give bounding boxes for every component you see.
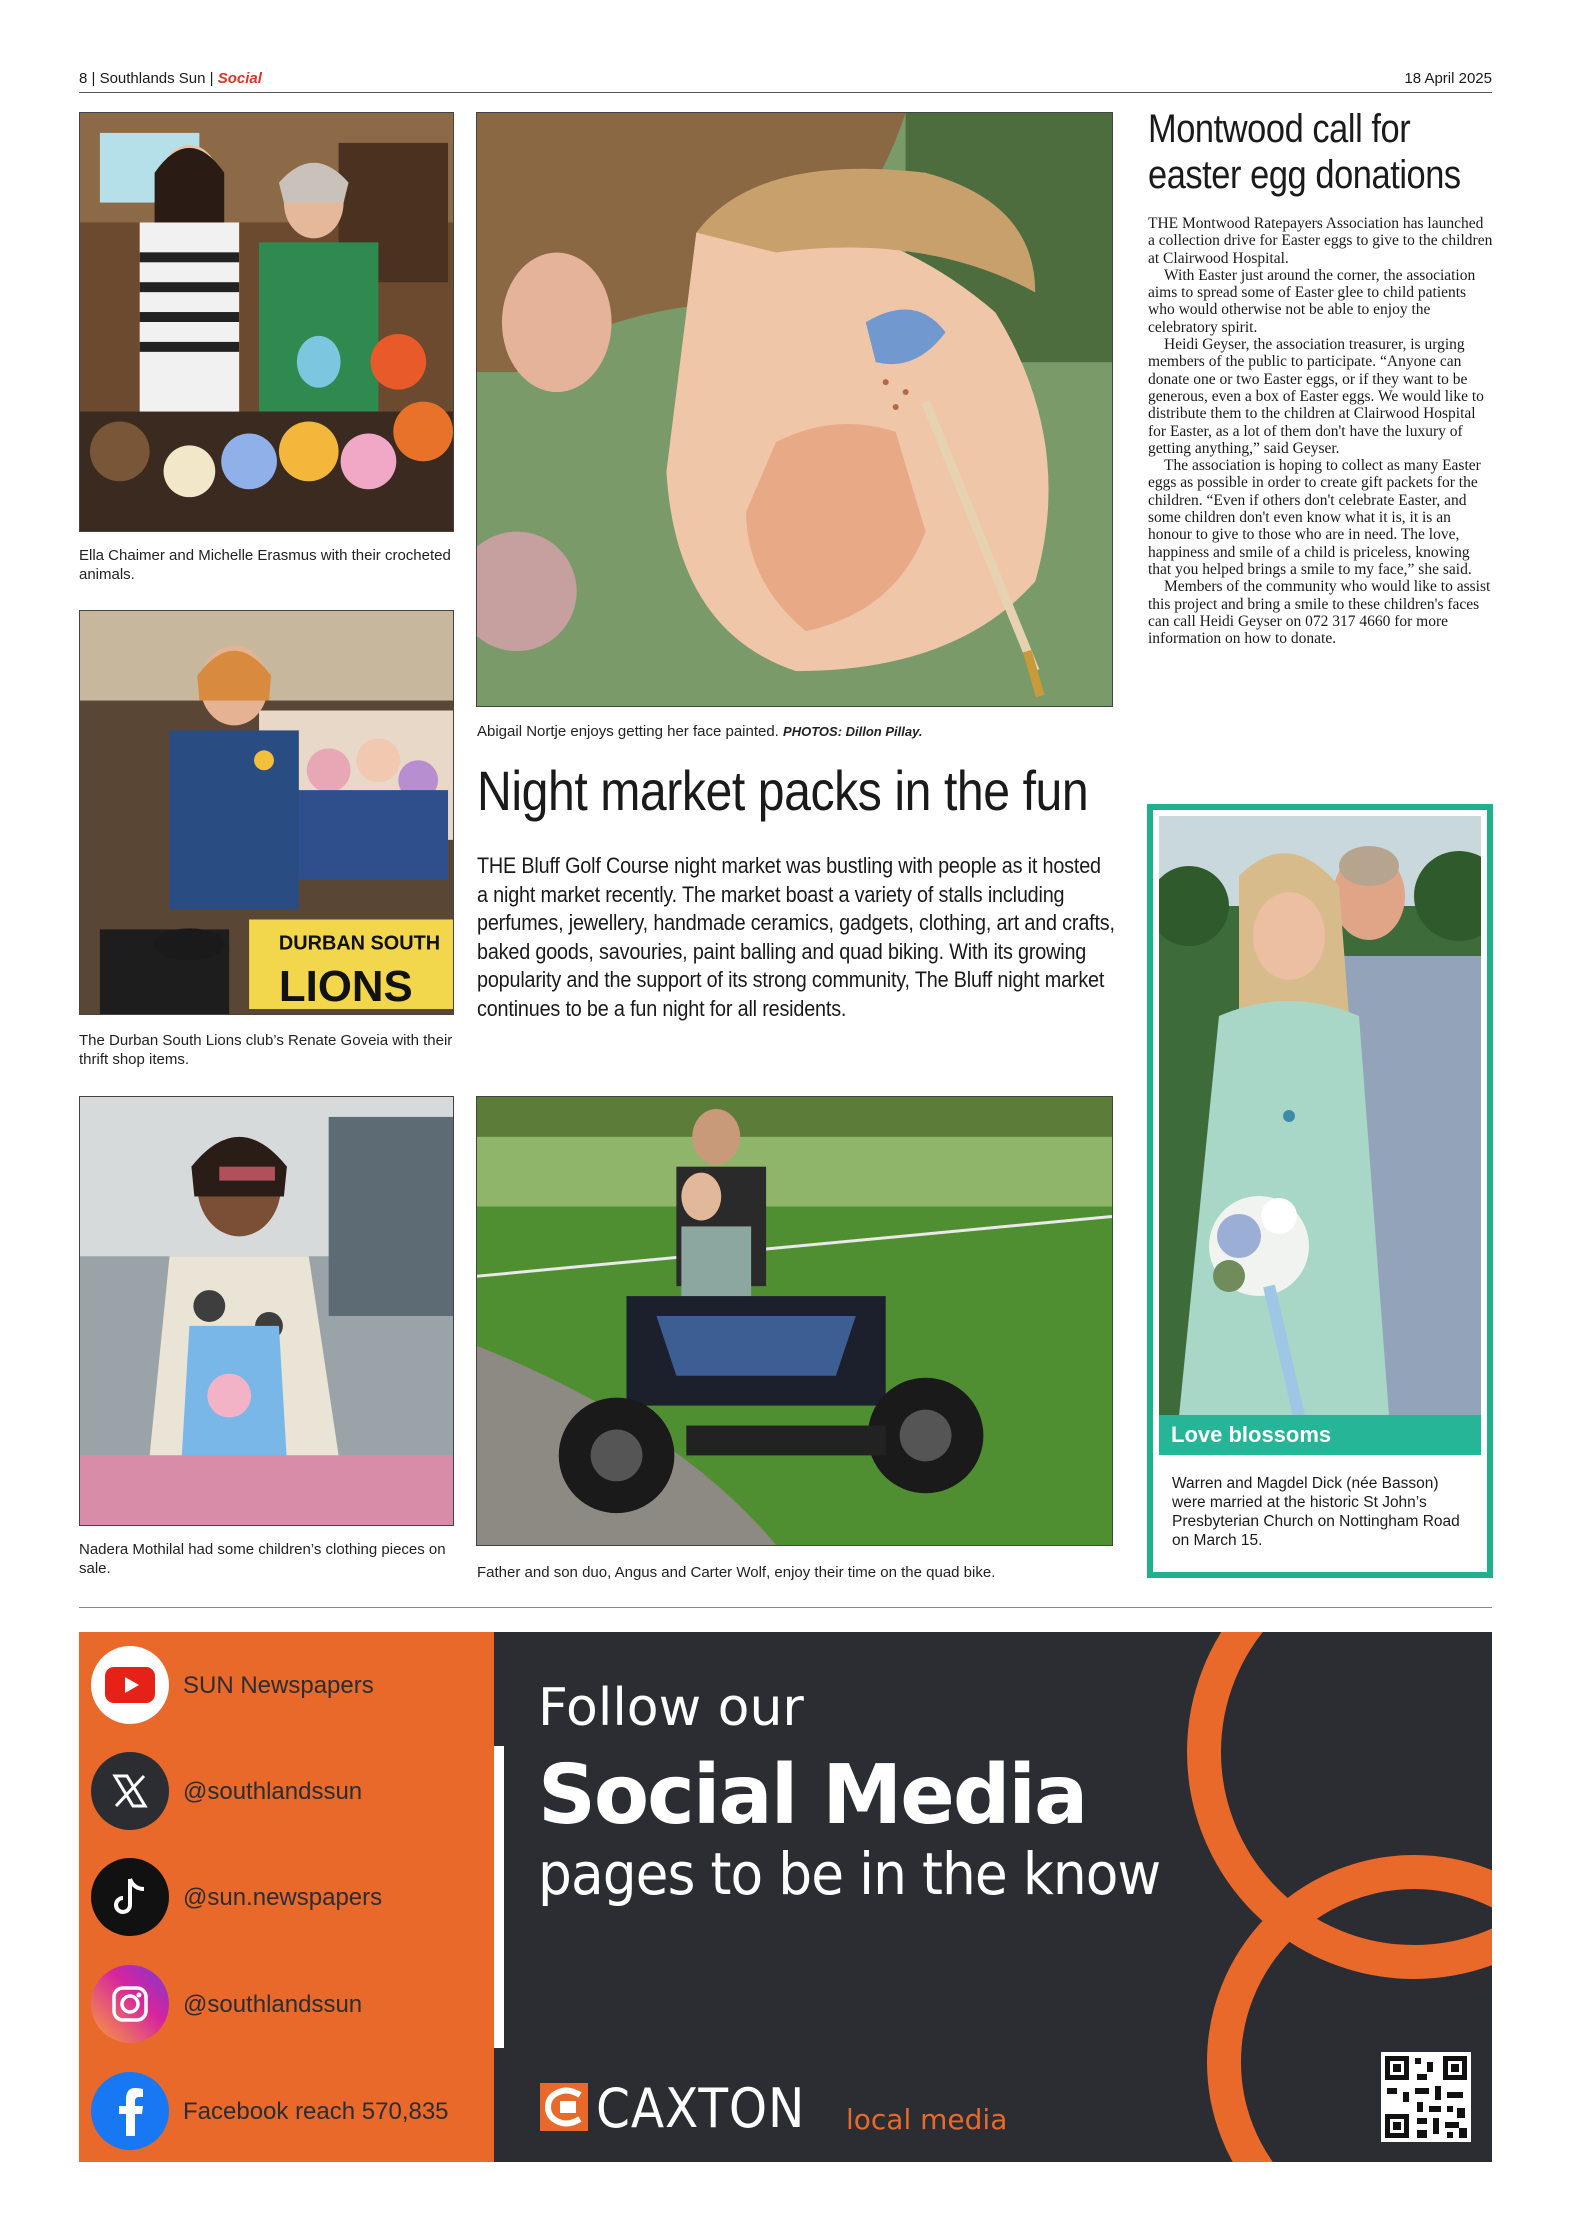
caption-facepaint [477,722,1117,741]
social-instagram[interactable] [91,1965,491,2045]
x-icon [91,1752,169,1830]
photo-facepaint [476,112,1113,707]
ad-accent-bar [494,1746,504,2048]
caption-facepaint-text: Abigail Nortje enjoys getting her face painted. [477,723,779,740]
ad-social-list [79,1632,494,2162]
caxton-subtitle: local media [846,2103,1008,2136]
social-x-label: @southlandssun [183,1778,363,1805]
lions-banner-main: LIONS [278,962,413,1012]
social-facebook[interactable] [91,2072,491,2152]
night-market-standfirst: THE Bluff Golf Course night market was bustling with people as it hosted a night market recently. The market boast a variety of stalls including perfumes, jewellery, handmade ceramics, gadgets, clothing, art and crafts, baked goods, savouries, paint balling and quad biking. With its growing popularity and the support of its strong community, The Bluff night market continues to be a fun night for all residents. [477,853,1115,1021]
facebook-icon [91,2072,169,2150]
social-youtube[interactable] [91,1646,491,1726]
social-tiktok-label: @sun.newspapers [183,1884,383,1911]
ad-divider [79,1607,1492,1608]
love-blossoms-banner: Love blossoms [1159,1415,1481,1455]
photo-quadbike [476,1096,1113,1546]
social-tiktok[interactable] [91,1858,491,1938]
photo-credit: PHOTOS: Dillon Pillay. [783,724,923,739]
montwood-paragraph: The association is hoping to collect as many Easter eggs as possible in order to create gift packets for the children. “Even if others don't celebrate Easter, and some children don't even know what it is, it is an honour to give to those who are in need. The love, happiness and smile of a child is priceless, knowing that you helped brings a smile to my face,” she said. [1148,457,1481,578]
qr-code[interactable] [1381,2052,1471,2142]
photo-crochet [79,112,454,532]
page-number: 8 [79,70,88,87]
photo-wedding [1159,816,1481,1416]
caption-clothing: Nadera Mothilal had some children’s clothing pieces on sale. [79,1541,446,1577]
section-name: Social [217,70,262,87]
montwood-paragraph: THE Montwood Ratepayers Association has launched a collection drive for Easter eggs to give to the children at Clairwood Hospital. [1148,215,1493,267]
page-header [79,70,1492,92]
header-rule [79,92,1492,93]
header-left: 8 | Southlands Sun | Social [79,70,262,87]
social-facebook-label: Facebook reach 570,835 [183,2098,449,2125]
montwood-headline: Montwood call for easter egg donations [1148,107,1461,197]
montwood-body [1148,215,1493,647]
youtube-icon [91,1646,169,1724]
ad-line-social-media: Social Media [538,1748,1087,1843]
issue-date: 18 April 2025 [1404,70,1492,87]
caption-quadbike: Father and son duo, Angus and Carter Wolf, enjoy their time on the quad bike. [477,1564,996,1581]
ad-line-follow: Follow our [538,1678,804,1738]
publication-name: Southlands Sun [99,70,206,87]
caption-crochet: Ella Chaimer and Michelle Erasmus with their crocheted animals. [79,547,451,583]
love-blossoms-caption: Warren and Magdel Dick (née Basson) were married at the historic St John’s Presbyterian Church on Nottingham Road on March 15. [1172,1475,1460,1549]
photo-clothing [79,1096,454,1526]
ad-line-pages: pages to be in the know [538,1840,1161,1908]
social-youtube-label: SUN Newspapers [183,1672,374,1699]
night-market-headline: Night market packs in the fun [477,759,1089,822]
lions-banner-top: DURBAN SOUTH [278,932,441,955]
montwood-paragraph: Members of the community who would like to assist this project and bring a smile to these children's faces can call Heidi Geyser on 072 317 4660 for more information on how to donate. [1148,578,1491,648]
tiktok-icon [91,1858,169,1936]
caxton-mark-icon [540,2083,588,2131]
caption-lions: The Durban South Lions club’s Renate Goveia with their thrift shop items. [79,1032,453,1068]
instagram-icon [91,1965,169,2043]
montwood-paragraph: Heidi Geyser, the association treasurer, is urging members of the public to participate. “Anyone can donate one or two Easter eggs, or if they want to be generous, even a box of Easter eggs. We would like to distribute them to the children at Clairwood Hospital for Easter, as a lot of them don't have the luxury of getting anything,” said Geyser. [1148,336,1484,457]
photo-lions [79,610,454,1015]
montwood-paragraph: With Easter just around the corner, the association aims to spread some of Easter glee to child patients who would otherwise not be able to enjoy the celebratory spirit. [1148,266,1476,336]
caxton-wordmark: CAXTON [596,2077,806,2140]
social-instagram-label: @southlandssun [183,1991,363,2018]
social-x[interactable] [91,1752,491,1832]
